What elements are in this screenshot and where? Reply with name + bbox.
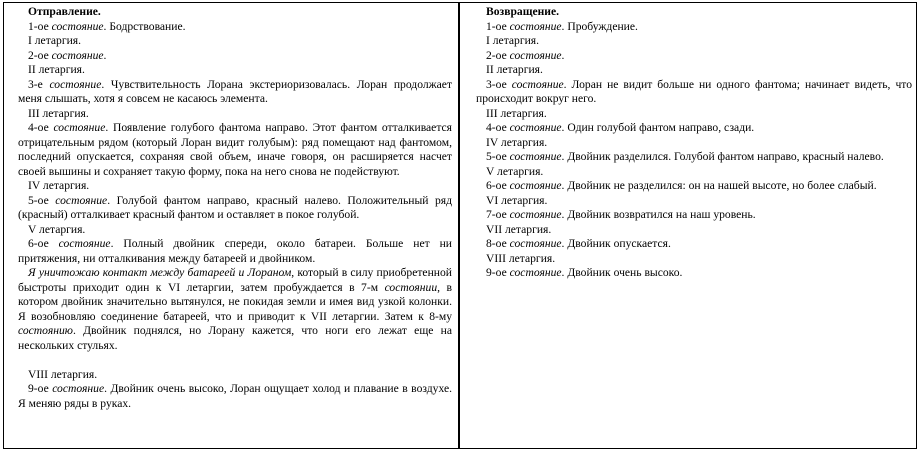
departure-column [4,3,460,448]
comparison-table [3,2,917,449]
departure-state-9: 9-ое состояние. Двойник очень высоко, Лоран ощущает холод и плавание в воздухе. Я меняю ряды в руках. [18,382,452,410]
return-state-4: 4-ое состояние. Один голубой фантом направо, сзади. [486,121,755,134]
return-lethargy-6: VI летаргия. [486,193,548,207]
departure-state-1: 1-ое состояние. Бодрствование. [28,19,186,33]
departure-paragraph-7: Я уничтожаю контакт между батареей и Лораном, который в силу приобретенной быстроты приходит один к VI летаргии, затем пробуждается в 7-м состоянии, в котором двойник значительно вытянулся, не покидая земли и имея вид узкой колонки. Я возобновляю соединение батареей, что и приводит к VII летаргии. Затем к 8-му состоянию. Двойник поднялся, но Лорану кажется, что ноги его лежат еще на нескольких стульях. [18,266,452,352]
return-state-2: 2-ое состояние. [486,48,565,62]
return-lethargy-1: I летаргия. [486,34,540,47]
return-lethargy-4: IV летаргия. [486,135,548,149]
return-lethargy-2: II летаргия. [486,63,543,76]
return-state-5: 5-ое состояние. Двойник разделился. Голубой фантом направо, красный налево. [486,150,884,163]
departure-lethargy-3: III летаргия. [28,106,89,120]
departure-lethargy-5: V летаргия. [28,222,86,236]
departure-state-5: 5-ое состояние. Голубой фантом направо, красный налево. Положительный ряд (красный) отталкивает красный фантом и оставляет в покое голубой. [18,193,453,221]
return-column [460,3,916,448]
return-heading: Возвращение. [486,5,560,18]
return-state-8: 8-ое состояние. Двойник опускается. [486,237,671,250]
spacer [18,353,452,368]
return-state-7: 7-ое состояние. Двойник возвратился на наш уровень. [486,208,756,221]
return-state-1: 1-ое состояние. Пробуждение. [486,19,638,33]
departure-lethargy-4: IV летаргия. [28,179,90,192]
return-state-6: 6-ое состояние. Двойник не разделился: он на нашей высоте, но более слабый. [486,179,877,192]
departure-state-4: 4-ое состояние. Появление голубого фантома направо. Этот фантом отталкивается отрицательным рядом (который Лоран видит голубым): ряд помещают над фантомом, последний опускается, сохраняя свой объем, иначе говоря, он расширяется насчет своей вышины и сохраняет такую форму, пока на него снова не подействуют. [18,121,452,178]
departure-state-6: 6-ое состояние. Полный двойник спереди, около батареи. Больше нет ни притяжения, ни отталкивания между батареей и двойником. [18,237,452,265]
departure-state-2: 2-ое состояние. [28,48,107,62]
departure-lethargy-8: VIII летаргия. [28,367,98,381]
return-lethargy-7: VII летаргия. [486,222,552,236]
return-state-3: 3-ое состояние. Лоран не видит больше ни одного фантома; начинает видеть, что происходит вокруг него. [476,77,912,105]
departure-state-3: 3-е состояние. Чувствительность Лорана экстериоризовалась. Лоран продолжает меня слышать, хотя я совсем не касаюсь элемента. [18,77,453,105]
return-lethargy-3: III летаргия. [486,106,547,120]
return-state-9: 9-ое состояние. Двойник очень высоко. [486,266,683,279]
return-lethargy-8: VIII летаргия. [486,251,556,265]
departure-lethargy-2: II летаргия. [28,63,85,76]
return-lethargy-5: V летаргия. [486,164,544,178]
departure-lethargy-1: I летаргия. [28,34,82,47]
departure-heading: Отправление. [28,5,101,18]
